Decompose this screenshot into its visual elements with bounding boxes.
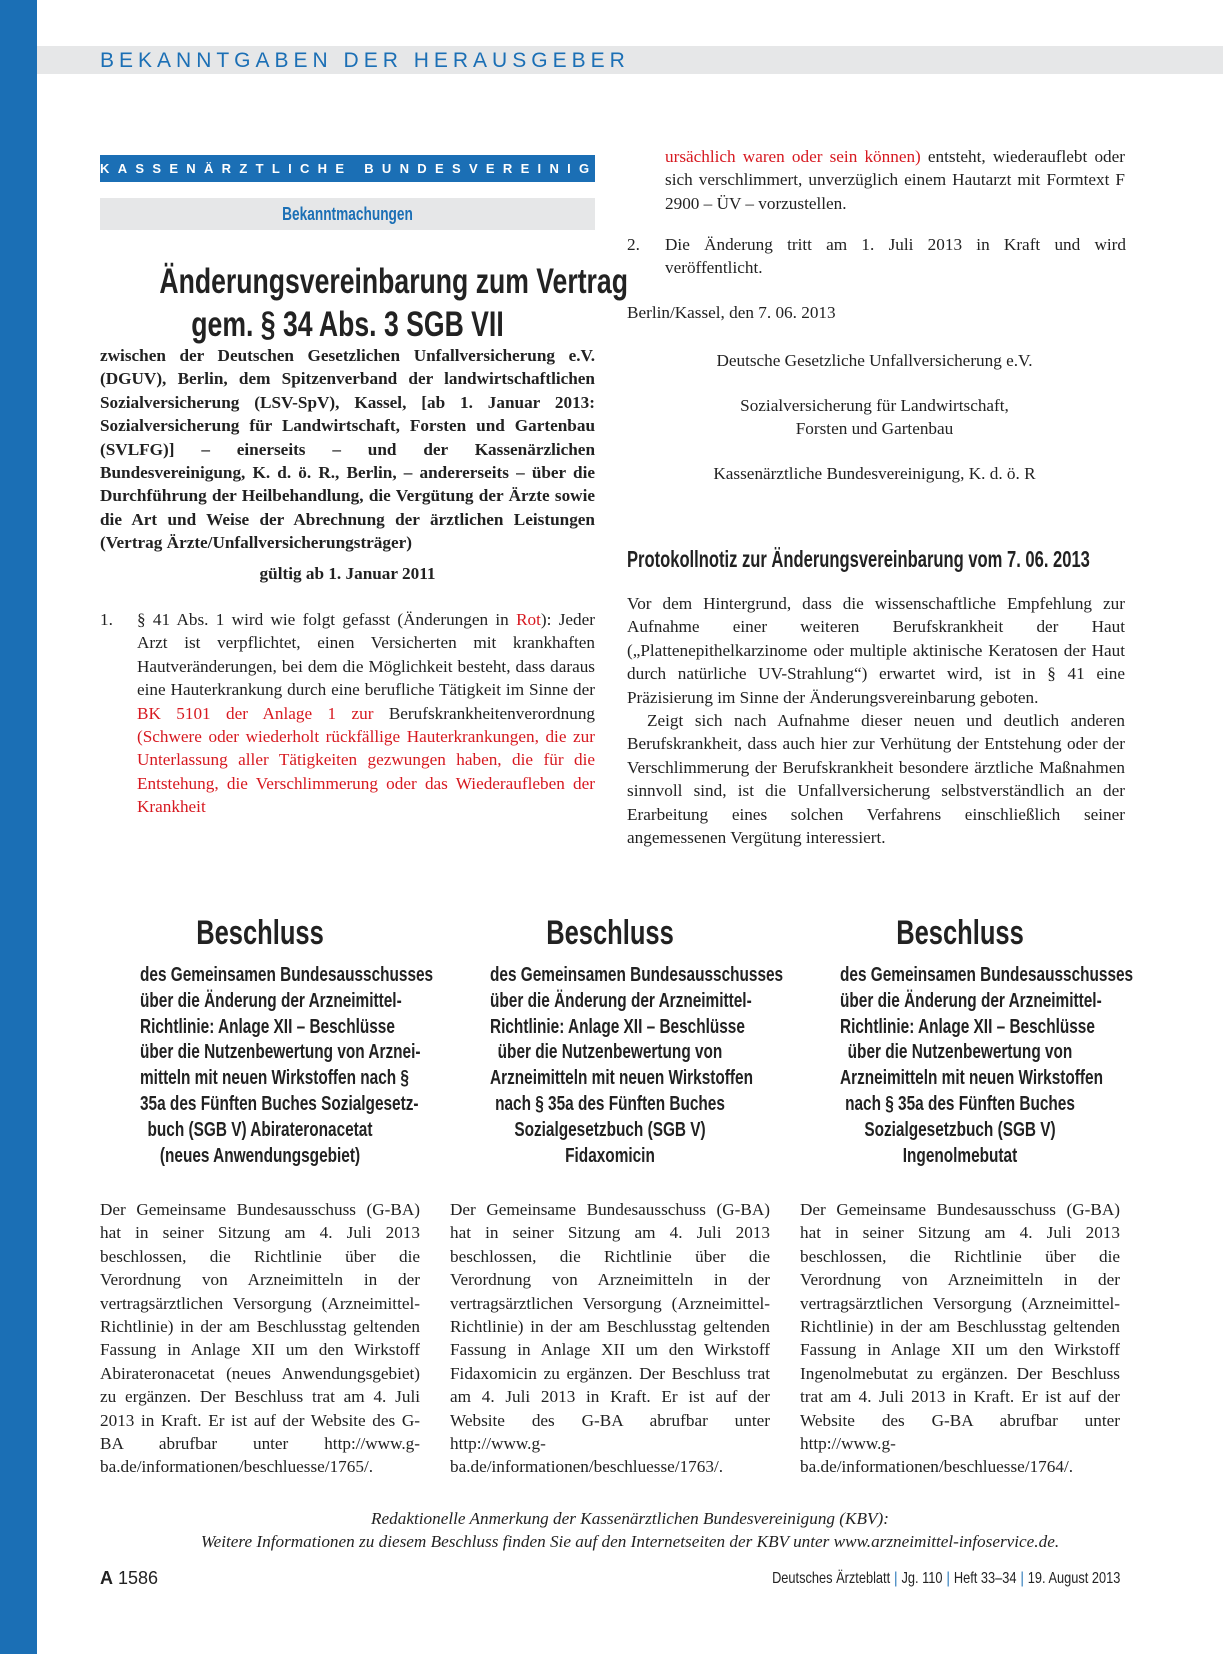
beschluss-body-2: Der Gemeinsame Bundesausschuss (G-BA) hat in seiner Sitzung am 4. Juli 2013 beschlossen, die Richtlinie über die Verordnung von Arzneimitteln in der vertragsärztlichen Versorgung (Arzneimittel-Richtlinie) in der am Beschlusstag geltenden Fassung in Anlage XII um den Wirkstoff Fidaxomicin zu ergänzen. Der Beschluss trat am 4. Juli 2013 in Kraft. Er ist auf der Website des G-BA abrufbar unter http://www.g-ba.de/informationen/beschluesse/1763/. [450, 1200, 770, 1477]
beschluss-subtitle: des Gemeinsamen Bundesausschusses über die Änderung der Arzneimittel- Richtlinie: Anlage XII – Beschlüsse über die Nutzenbewertung von Arzneimitteln mit neuen Wirkstoffen nach § 35a des Fünften Buches Sozialgesetzbuch (SGB V) Fidaxomicin [490, 963, 784, 1167]
intro-paragraph: zwischen der Deutschen Gesetzlichen Unfallversicherung e.V. (DGUV), Berlin, dem Spitzenverband der landwirtschaftlichen Sozialversicherung (LSV-SpV), Kassel, [ab 1. Januar 2013: Sozialversicherung für Landwirtschaft, Forsten und Gartenbau (SVLFG)] – einerseits – und der Kassenärzlichen Bundesvereinigung, K. d. ö. R., Berlin, – andererseits – über die Durchführung der Heilbehandlung, die Vergütung der Ärzte sowie die Art und Weise der Abrechnung der ärztlichen Leistungen (Vertrag Ärzte/Unfallversicherungsträger) [100, 346, 595, 553]
page-number: A 1586 [100, 1568, 159, 1588]
signatory-dguv: Deutsche Gesetzliche Unfallversicherung e.V. [716, 351, 1033, 370]
editorial-note-line2: Weitere Informationen zu diesem Beschluss finden Sie auf den Internetseiten der KBV unter www.arzneimittel-infoservice.de. [200, 1532, 1060, 1551]
beschluss-subtitle: des Gemeinsamen Bundesausschusses über die Änderung der Arzneimittel- Richtlinie: Anlage XII – Beschlüsse über die Nutzenbewertung von Arznei- mitteln mit neuen Wirkstoffen nach § 35a des Fünften Buches Sozialgesetz- buch (SGB V) Abirateronacetat (neues Anwendungsgebiet) [140, 963, 434, 1167]
item-1-continuation: ursächlich waren oder sein können) entsteht, wiederauflebt oder sich verschlimmert, unverzüglich einem Hautarzt mit Formtext F 2900 – ÜV – vorzustellen. [665, 147, 1125, 213]
beschluss-column-2 [450, 912, 784, 1168]
signatory-svlfg-2: Forsten und Gartenbau [795, 419, 954, 438]
valid-from: gültig ab 1. Januar 2011 [259, 564, 436, 583]
item-number: 2. [627, 235, 640, 254]
protocol-paragraph-1: Vor dem Hintergrund, dass die wissenschaftliche Empfehlung zur Aufnahme einer weiteren Berufskrankheit der Haut („Plattenepithelkarzinome oder multiple aktinische Keratosen der Haut durch natürliche UV-Strahlung“) erwartet wird, ist in § 41 eine Präzisierung im Sinne der Änderungsvereinbarung geboten. [627, 594, 1125, 707]
beschluss-column-3 [800, 912, 1134, 1168]
place-date: Berlin/Kassel, den 7. 06. 2013 [627, 303, 836, 322]
protocol-paragraph-2: Zeigt sich nach Aufnahme dieser neuen und deutlich anderen Berufskrankheit, dass auch hier zur Verhütung der Entstehung oder der Verschlimmerung der Berufskrankheit besondere ärztliche Maßnahmen sinnvoll sind, ist die Unfallversicherung selbstverständlich an der Erarbeitung eines solchen Verfahrens einschließlich seiner angemessenen Vergütung interessiert. [627, 711, 1125, 848]
footer-separator: | [946, 1570, 950, 1587]
footer-separator: | [1020, 1570, 1024, 1587]
signatory-svlfg-1: Sozialversicherung für Landwirtschaft, [740, 396, 1009, 415]
beschluss-title: Beschluss [546, 914, 674, 952]
editorial-note-line1: Redaktionelle Anmerkung der Kassenärztlichen Bundesvereinigung (KBV): [371, 1509, 889, 1528]
main-title-line1: Änderungsvereinbarung zum Vertrag [159, 262, 628, 301]
beschluss-body-3: Der Gemeinsame Bundesausschuss (G-BA) hat in seiner Sitzung am 4. Juli 2013 beschlossen, die Richtlinie über die Verordnung von Arzneimitteln in der vertragsärztlichen Versorgung (Arzneimittel-Richtlinie) in der am Beschlusstag geltenden Fassung in Anlage XII um den Wirkstoff Ingenolmebutat zu ergänzen. Der Beschluss trat am 4. Juli 2013 in Kraft. Er ist auf der Website des G-BA abrufbar unter http://www.g-ba.de/informationen/beschluesse/1764/. [800, 1200, 1120, 1477]
amendment-item-2 [627, 233, 1125, 283]
beschluss-subtitle: des Gemeinsamen Bundesausschusses über die Änderung der Arzneimittel- Richtlinie: Anlage XII – Beschlüsse über die Nutzenbewertung von Arzneimitteln mit neuen Wirkstoffen nach § 35a des Fünften Buches Sozialgesetzbuch (SGB V) Ingenolmebutat [840, 963, 1134, 1167]
kbv-band: KASSENÄRZTLICHE BUNDESVEREINIGUNG [100, 155, 595, 182]
footer-separator: | [893, 1570, 898, 1587]
item-number: 1. [100, 610, 113, 629]
amendment-item-1 [100, 608, 595, 818]
signatory-kbv: Kassenärztliche Bundesvereinigung, K. d. ö. R [713, 464, 1036, 483]
item-text: Die Änderung tritt am 1. Juli 2013 in Kraft und wird veröffentlicht. [665, 235, 1126, 278]
journal-footer: Deutsches Ärzteblatt | Jg. 110 | Heft 33–34 | 19. August 2013 [771, 1570, 1120, 1587]
beschluss-title: Beschluss [196, 914, 324, 952]
protocol-heading: Protokollnotiz zur Änderungsvereinbarung vom 7. 06. 2013 [627, 546, 1090, 572]
beschluss-title: Beschluss [896, 914, 1024, 952]
main-title [100, 260, 628, 346]
announcements-label: Bekanntmachungen [282, 204, 413, 224]
section-title: BEKANNTGABEN DER HERAUSGEBER [100, 49, 630, 72]
main-title-line2: gem. § 34 Abs. 3 SGB VII [191, 305, 504, 344]
beschluss-body-1: Der Gemeinsame Bundesausschuss (G-BA) hat in seiner Sitzung am 4. Juli 2013 beschlossen, die Richtlinie über die Verordnung von Arzneimitteln in der vertragsärztlichen Versorgung (Arzneimittel-Richtlinie) in der am Beschlusstag geltenden Fassung in Anlage XII um den Wirkstoff Abirateronacetat (neues Anwendungsgebiet) zu ergänzen. Der Beschluss trat am 4. Juli 2013 in Kraft. Er ist auf der Website des G-BA abrufbar unter http://www.g-ba.de/informationen/beschluesse/1765/. [100, 1200, 420, 1477]
announcements-band [100, 198, 595, 230]
item-text: § 41 Abs. 1 wird wie folgt gefasst (Änderungen in Rot): Jeder Arzt ist verpflichtet, einen Versicherten mit krankhaften Hautveränderungen, bei dem die Möglichkeit besteht, dass daraus eine Hauterkrankung durch eine berufliche Tätigkeit im Sinne der BK 5101 der Anlage 1 zur Berufskrankheitenverordnung (Schwere oder wiederholt rückfällige Hauterkrankungen, die zur Unterlassung aller Tätigkeiten gezwungen haben, die für die Entstehung, die Verschlimmerung oder das Wiederaufleben der Krankheit [137, 610, 596, 817]
beschluss-column-1 [100, 912, 434, 1168]
left-color-bar [0, 0, 37, 1654]
